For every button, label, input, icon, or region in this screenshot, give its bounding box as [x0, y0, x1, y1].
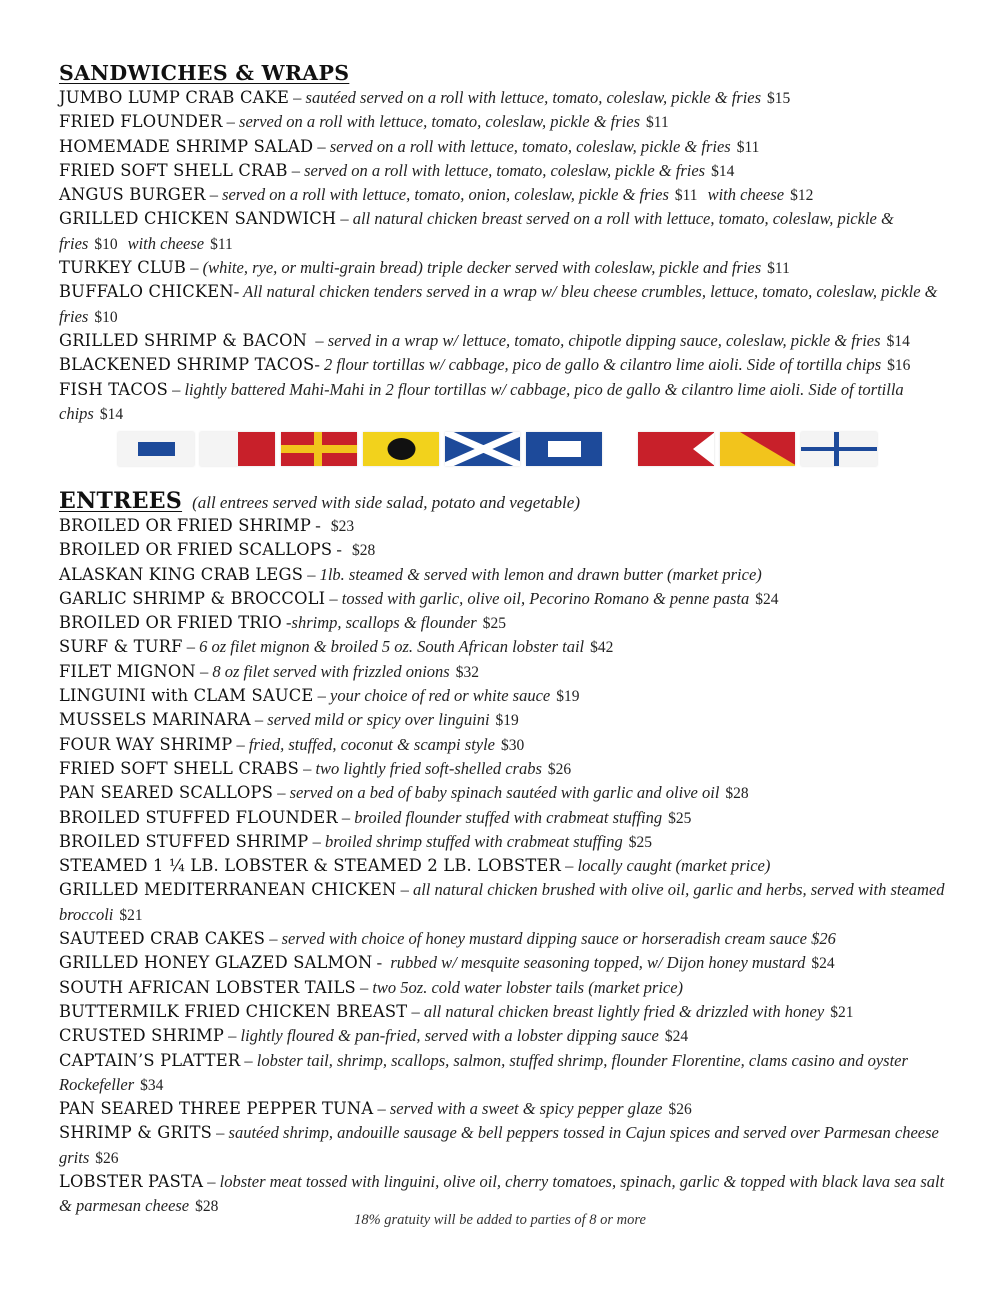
menu-item-name: BUTTERMILK FRIED CHICKEN BREAST	[59, 1001, 408, 1021]
entrees-header	[59, 488, 949, 514]
menu-item-name: SAUTEED CRAB CAKES	[59, 929, 266, 949]
menu-item-extra-price: $12	[790, 187, 814, 205]
menu-item	[59, 86, 949, 110]
menu-item-name: TURKEY CLUB	[59, 258, 187, 278]
signal-flag-x-icon	[801, 432, 877, 466]
menu-item-description: served on a roll with lettuce, tomato, coleslaw, pickle & fries	[329, 136, 731, 156]
menu-item-price: $28	[195, 1198, 219, 1216]
menu-item	[59, 1097, 949, 1121]
menu-item-description: served in a wrap w/ lettuce, tomato, chipotle dipping sauce, coleslaw, pickle & fries	[327, 330, 881, 350]
menu-item-price: $24	[755, 590, 779, 608]
menu-item-name: PAN SEARED THREE PEPPER TUNA	[59, 1099, 374, 1119]
menu-item-separator: -	[311, 516, 325, 535]
menu-item-name: CRUSTED SHRIMP	[59, 1026, 225, 1046]
menu-item-price: $42	[590, 639, 614, 657]
menu-item	[59, 110, 949, 134]
menu-item-separator: –	[289, 88, 306, 107]
menu-item-price: $10	[94, 308, 118, 326]
menu-item	[59, 1000, 949, 1024]
menu-item	[59, 378, 949, 427]
menu-item-price: $19	[495, 712, 519, 730]
menu-item	[59, 207, 949, 256]
sandwich-list	[59, 86, 949, 426]
menu-item	[59, 878, 949, 927]
menu-item	[59, 611, 949, 635]
menu-item	[59, 159, 949, 183]
menu-item-name: JUMBO LUMP CRAB CAKE	[59, 88, 290, 107]
menu-item-description: (white, rye, or multi-grain bread) triple decker served with coleslaw, pickle and fries	[202, 258, 762, 278]
entrees-title: ENTREES	[59, 488, 183, 514]
sandwiches-title: SANDWICHES & WRAPS	[59, 61, 350, 85]
menu-item-separator: –	[232, 734, 249, 754]
menu-item-separator: –	[273, 783, 290, 803]
signal-flag-p-icon	[526, 432, 602, 466]
menu-item-separator: –	[325, 588, 342, 608]
menu-item-name: FRIED SOFT SHELL CRAB	[59, 160, 288, 180]
menu-item-name: CAPTAIN’S PLATTER	[59, 1050, 241, 1070]
menu-item	[59, 976, 949, 1000]
menu-item-name: BROILED STUFFED FLOUNDER	[59, 807, 338, 827]
menu-item-price: $19	[556, 688, 580, 706]
signal-flag-n-icon	[200, 432, 276, 466]
menu-item-price: $25	[482, 615, 506, 633]
menu-item-name: GRILLED HONEY GLAZED SALMON	[59, 953, 373, 973]
gratuity-note: 18% gratuity will be added to parties of 8 or more	[354, 1212, 646, 1228]
menu-item-price: $11	[646, 114, 669, 132]
menu-item-name: GRILLED SHRIMP & BACON	[59, 330, 308, 350]
menu-item-name: FRIED SOFT SHELL CRABS	[59, 758, 299, 778]
menu-item-separator: –	[336, 209, 353, 229]
menu-item-price: $25	[628, 833, 652, 851]
menu-item-description: all natural chicken brushed with olive oil, garlic and herbs, served with steamed broccoli	[59, 880, 945, 924]
menu-item-name: FRIED FLOUNDER	[59, 112, 223, 132]
menu-item-name: GRILLED MEDITERRANEAN CHICKEN	[59, 880, 397, 900]
menu-item-separator: -	[314, 355, 324, 375]
menu-item-description: two lightly fried soft-shelled crabs	[315, 758, 542, 778]
menu-item-name: BROILED STUFFED SHRIMP	[59, 831, 309, 851]
menu-item-name: SOUTH AFRICAN LOBSTER TAILS	[59, 977, 356, 997]
menu-item-price: $24	[811, 955, 835, 973]
menu-item-price: $28	[352, 542, 376, 560]
menu-item-price: $23	[330, 518, 355, 535]
menu-item-description: served on a roll with lettuce, tomato, coleslaw, pickle & fries	[239, 112, 641, 132]
menu-item	[59, 757, 949, 781]
menu-item	[59, 806, 949, 830]
menu-item-price: $11	[736, 138, 760, 156]
menu-item	[59, 733, 949, 757]
menu-item-description: shrimp, scallops & flounder	[291, 613, 477, 633]
menu-item	[59, 684, 949, 708]
menu-item-separator: –	[205, 185, 223, 205]
menu-item-description: served on a roll with lettuce, tomato, onion, coleslaw, pickle & fries	[222, 185, 669, 205]
menu-item	[59, 660, 949, 684]
menu-item-extra: with cheese	[707, 185, 785, 205]
menu-item-separator: –	[308, 831, 325, 851]
menu-item-name: BROILED OR FRIED TRIO	[59, 613, 282, 633]
menu-item	[59, 927, 949, 951]
menu-item	[59, 587, 949, 611]
menu-item-name: HOMEMADE SHRIMP SALAD	[59, 136, 314, 156]
menu-item-description: served with a sweet & spicy pepper glaze	[389, 1099, 663, 1119]
menu-item-separator: –	[373, 1099, 390, 1119]
menu-item-name: BLACKENED SHRIMP TACOS	[59, 355, 315, 375]
menu-item-description: served on a bed of baby spinach sautéed with garlic and olive oil	[289, 783, 720, 803]
entrees-section	[59, 488, 949, 1219]
menu-item-name: GARLIC SHRIMP & BROCCOLI	[59, 588, 326, 608]
menu-item-separator: –	[167, 379, 185, 399]
menu-item-price: $24	[664, 1028, 689, 1046]
menu-item	[59, 514, 949, 538]
menu-item-separator: –	[407, 1001, 424, 1021]
menu-item-name: GRILLED CHICKEN SANDWICH	[59, 209, 337, 229]
menu-item-separator: –	[355, 977, 373, 997]
menu-item-description: All natural chicken tenders served in a wrap w/ bleu cheese crumbles, lettuce, tomato, coleslaw, pickle & fries	[59, 282, 938, 326]
menu-item-description: served with choice of honey mustard dipping sauce or horseradish cream sauce $26	[281, 929, 836, 949]
menu-item-name: SURF & TURF	[59, 637, 183, 657]
entrees-note: (all entrees served with side salad, potato and vegetable)	[192, 493, 580, 512]
menu-item-name: FILET MIGNON	[59, 661, 196, 681]
menu-item-name: SHRIMP & GRITS	[59, 1123, 213, 1143]
menu-item	[59, 781, 949, 805]
menu-item	[59, 830, 949, 854]
menu-item-separator: –	[195, 661, 213, 681]
menu-item	[59, 256, 949, 280]
menu-item-description: locally caught (market price)	[577, 856, 771, 876]
menu-item-name: BROILED OR FRIED SHRIMP	[59, 516, 312, 535]
menu-item	[59, 635, 949, 659]
menu-item-description: sautéed shrimp, andouille sausage & bell peppers tossed in Cajun spices and served over Parmesan cheese grits	[59, 1123, 939, 1167]
menu-item-name: STEAMED 1 ¼ LB. LOBSTER & STEAMED 2 LB. LOBSTER	[59, 856, 561, 876]
menu-item	[59, 1121, 949, 1170]
menu-item-description: your choice of red or white sauce	[330, 686, 551, 706]
menu-item-description: lobster tail, shrimp, scallops, salmon, stuffed shrimp, flounder Florentine, clams casino and oyster Rockefeller	[59, 1050, 908, 1094]
menu-item-price: $16	[887, 357, 911, 375]
menu-item-description: sautéed served on a roll with lettuce, tomato, coleslaw, pickle & fries	[305, 88, 762, 107]
menu-item-name: PAN SEARED SCALLOPS	[59, 783, 274, 803]
menu-item	[59, 951, 949, 975]
menu-item	[59, 538, 949, 562]
menu-item-separator: –	[287, 160, 305, 180]
menu-item	[59, 353, 949, 377]
menu-item-separator: -	[281, 613, 292, 633]
menu-item-description: fried, stuffed, coconut & scampi style	[248, 734, 496, 754]
menu-item	[59, 329, 949, 353]
menu-item-separator: –	[186, 258, 203, 278]
menu-item-price: $11	[767, 260, 790, 278]
menu-item-name: BUFFALO CHICKEN	[59, 282, 234, 302]
menu-item-description: 8 oz filet served with frizzled onions	[212, 661, 450, 681]
menu-item-price: $14	[886, 332, 910, 350]
menu-item-description: lightly battered Mahi-Mahi in 2 flour tortillas w/ cabbage, pico de gallo & cilantro lime aioli. Side of tortilla chips	[59, 379, 904, 423]
menu-item-separator: –	[313, 686, 330, 706]
menu-item-separator: –	[203, 1172, 220, 1192]
signal-flag-o-icon	[720, 432, 796, 466]
menu-item-description: served mild or spicy over linguini	[267, 710, 490, 730]
menu-item-separator: –	[222, 112, 240, 132]
menu-item-price: $26	[95, 1149, 119, 1167]
signal-flag-i-icon	[363, 432, 439, 466]
menu-item-separator: –	[307, 330, 328, 350]
menu-item-price: $32	[455, 663, 479, 681]
menu-item-separator: –	[240, 1050, 257, 1070]
signal-flag-e-icon	[118, 432, 194, 466]
menu-item	[59, 563, 949, 587]
menu-item	[59, 135, 949, 159]
menu-item-description: 1lb. steamed & served with lemon and drawn butter (market price)	[319, 564, 762, 584]
menu-item-price: $25	[668, 809, 692, 827]
menu-item-name: FOUR WAY SHRIMP	[59, 734, 233, 754]
menu-item-price: $30	[501, 736, 525, 754]
menu-item-description: 6 oz filet mignon & broiled 5 oz. South African lobster tail	[199, 637, 585, 657]
menu-item	[59, 183, 949, 207]
menu-item-price: $26	[547, 760, 572, 778]
menu-item-description: all natural chicken breast lightly fried & drizzled with honey	[423, 1001, 825, 1021]
menu-item-description: all natural chicken breast served on a roll with lettuce, tomato, coleslaw, pickle & fries	[59, 209, 894, 253]
menu-item-price: $14	[711, 162, 735, 180]
menu-item-extra-price: $11	[210, 235, 233, 253]
menu-item-description: two 5oz. cold water lobster tails (market price)	[372, 977, 684, 997]
menu-item-separator: -	[332, 540, 347, 560]
menu-item-name: MUSSELS MARINARA	[59, 710, 251, 730]
menu-item-name: ALASKAN KING CRAB LEGS	[59, 564, 304, 584]
menu-item-price: $21	[830, 1003, 854, 1021]
signal-flag-k-icon	[638, 432, 714, 466]
menu-item-price: $21	[119, 906, 143, 924]
menu-item	[59, 854, 949, 878]
menu-item-description: 2 flour tortillas w/ cabbage, pico de gallo & cilantro lime aioli. Side of tortilla chips	[323, 355, 882, 375]
menu-item-price: $15	[767, 90, 791, 107]
menu-item-description: tossed with garlic, olive oil, Pecorino Romano & penne pasta	[341, 588, 750, 608]
menu-item-description: rubbed w/ mesquite seasoning topped, w/ Dijon honey mustard	[390, 953, 806, 973]
menu-item	[59, 280, 949, 329]
signal-flag-m-icon	[445, 432, 521, 466]
menu-item-description: lightly floured & pan-fried, served with a lobster dipping sauce	[240, 1026, 659, 1046]
menu-item	[59, 708, 949, 732]
menu-item-separator: –	[250, 710, 268, 730]
menu-item-name: BROILED OR FRIED SCALLOPS	[59, 540, 333, 560]
menu-item-separator: -	[372, 953, 391, 973]
signal-flags-banner	[118, 432, 883, 466]
menu-item-separator: –	[396, 880, 413, 900]
menu-item-separator: –	[212, 1123, 229, 1143]
menu-item-name: LOBSTER PASTA	[59, 1172, 204, 1192]
menu-item-price: $28	[725, 785, 749, 803]
menu-item-description: broiled shrimp stuffed with crabmeat stuffing	[324, 831, 623, 851]
menu-item-separator: –	[224, 1026, 241, 1046]
menu-item-separator: –	[313, 136, 330, 156]
menu-item-price: $11	[674, 187, 698, 205]
menu-item-extra: with cheese	[127, 233, 205, 253]
menu-item	[59, 1024, 949, 1048]
menu-item-price: $26	[668, 1101, 692, 1119]
menu-item-name: LINGUINI with CLAM SAUCE	[59, 686, 314, 706]
menu-item-description: broiled flounder stuffed with crabmeat stuffing	[354, 807, 663, 827]
menu-item-separator: –	[265, 929, 282, 949]
signal-flag-r-icon	[281, 432, 357, 466]
menu-item-separator: –	[303, 564, 320, 584]
menu-item	[59, 1049, 949, 1098]
menu-item-price: $10	[94, 235, 118, 253]
menu-item-separator: -	[233, 282, 244, 302]
entree-list	[59, 514, 949, 1219]
menu-item-description: served on a roll with lettuce, tomato, coleslaw, pickle & fries	[304, 160, 706, 180]
menu-item-separator: –	[298, 758, 316, 778]
menu-item-name: FISH TACOS	[59, 379, 168, 399]
menu-item-separator: –	[337, 807, 355, 827]
menu-item-separator: –	[182, 637, 200, 657]
sandwiches-section	[59, 60, 949, 426]
menu-item-name: ANGUS BURGER	[59, 185, 206, 205]
menu-item-price: $14	[99, 405, 124, 423]
menu-item-description: lobster meat tossed with linguini, olive oil, cherry tomatoes, spinach, garlic & topped with black lava sea salt & parmesan cheese	[59, 1172, 945, 1216]
menu-item-separator: –	[560, 856, 578, 876]
menu-item-price: $34	[140, 1076, 164, 1094]
